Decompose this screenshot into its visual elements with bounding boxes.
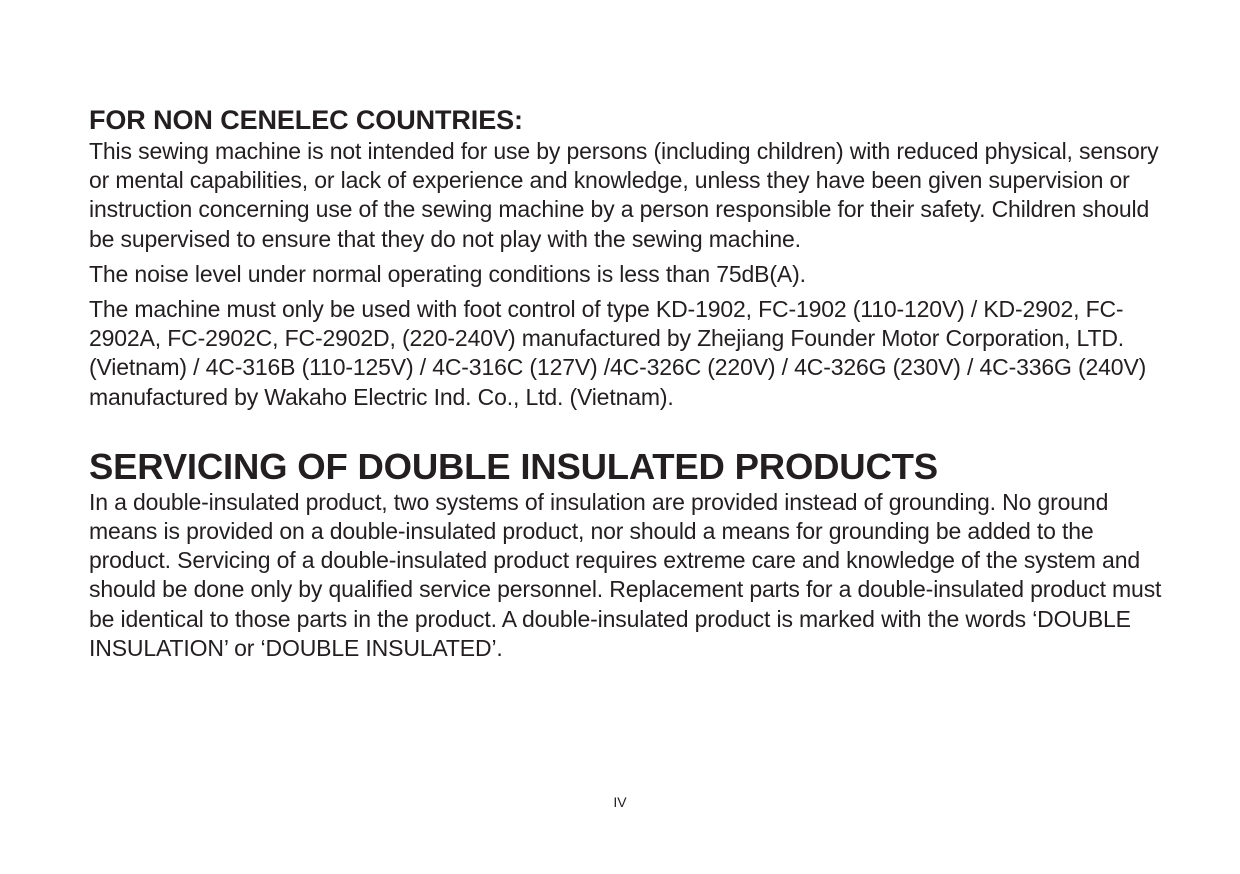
supervision-paragraph: This sewing machine is not intended for use by persons (including children) with reduced physical, sensory or mental capabilities, or lack of experience and knowledge, unless they have been given supervision or instruction concerning use of the sewing machine by a person responsible for their safety. Children should be supervised to ensure that they do not play with the sewing machine.	[89, 138, 1159, 252]
document-body	[89, 103, 1179, 669]
page-number: IV	[613, 794, 627, 810]
non-cenelec-heading: FOR NON CENELEC COUNTRIES:	[89, 105, 523, 135]
double-insulated-paragraph: In a double-insulated product, two systems of insulation are provided instead of grounding. No ground means is provided on a double-insulated product, nor should a means for grounding be added to the product. Servicing of a double-insulated product requires extreme care and knowledge of the system and should be done only by qualified service personnel. Replacement parts for a double-insulated product must be identical to those parts in the product. A double-insulated product is marked with the words ‘DOUBLE INSULATION’ or ‘DOUBLE INSULATED’.	[89, 488, 1162, 661]
noise-level-paragraph: The noise level under normal operating conditions is less than 75dB(A).	[89, 260, 806, 287]
double-insulated-heading: SERVICING OF DOUBLE INSULATED PRODUCTS	[89, 445, 938, 487]
foot-control-paragraph: The machine must only be used with foot control of type KD-1902, FC-1902 (110-120V) / KD-2902, FC-2902A, FC-2902C, FC-2902D, (220-240V) manufactured by Zhejiang Founder Motor Corporation, LTD. (Vietnam) / 4C-316B (110-125V) / 4C-316C (127V) /4C-326C (220V) / 4C-326G (230V) / 4C-336G (240V) manufactured by Wakaho Electric Ind. Co., Ltd. (Vietnam).	[89, 296, 1147, 410]
